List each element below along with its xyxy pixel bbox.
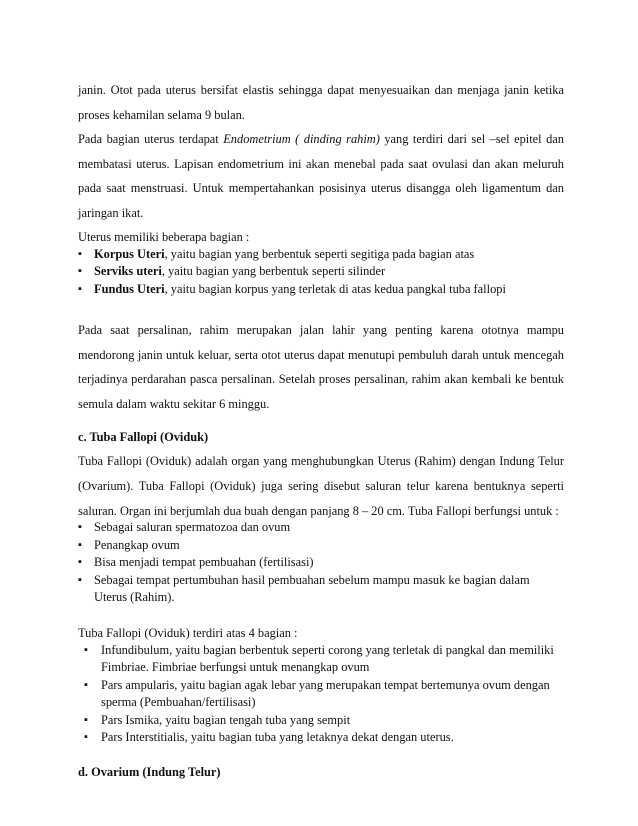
uterus-parts-list: [78, 246, 564, 299]
fungsi-list: [78, 519, 564, 607]
list-item: ▪ Pars Ismika, yaitu bagian tengah tuba yang sempit: [78, 712, 564, 730]
list-item: ▪ Bisa menjadi tempat pembuahan (fertilisasi): [78, 554, 564, 572]
heading-tuba-fallopi: c. Tuba Fallopi (Oviduk): [78, 430, 209, 445]
paragraph-endometrium: [78, 127, 564, 225]
list-item: ▪ Penangkap ovum: [78, 537, 564, 555]
list-item: ▪ Sebagai tempat pertumbuhan hasil pembuahan sebelum mampu masuk ke bagian dalam Uterus (Rahim).: [78, 572, 564, 607]
paragraph-tuba-fallopi: Tuba Fallopi (Oviduk) adalah organ yang menghubungkan Uterus (Rahim) dengan Indung Telur (Ovarium). Tuba Fallopi (Oviduk) juga sering disebut saluran telur karena bentuknya seperti saluran. Organ ini berjumlah dua buah dengan panjang 8 – 20 cm. Tuba Fallopi berfungsi untuk :: [78, 454, 564, 518]
endometrium-post: yang terdiri dari sel –sel epitel dan membatasi uterus. Lapisan endometrium ini akan menebal pada saat ovulasi dan akan meluruh pada saat menstruasi. Untuk mempertahankan posisinya uterus disangga oleh ligamentum dan jaringan ikat.: [78, 132, 564, 220]
endometrium-pre: Pada bagian uterus terdapat: [78, 132, 224, 147]
list-item: ▪ Fundus Uteri, yaitu bagian korpus yang terletak di atas kedua pangkal tuba fallopi: [78, 281, 564, 299]
paragraph-janin: janin. Otot pada uterus bersifat elastis sehingga dapat menyesuaikan dan menjaga janin ketika proses kehamilan selama 9 bulan.: [78, 83, 564, 122]
list-item: ▪ Serviks uteri, yaitu bagian yang berbentuk seperti silinder: [78, 263, 564, 281]
tuba-parts-list: [78, 642, 564, 747]
list-item: ▪ Sebagai saluran spermatozoa dan ovum: [78, 519, 564, 537]
tuba-parts-intro: Tuba Fallopi (Oviduk) terdiri atas 4 bagian :: [78, 625, 298, 640]
endometrium-term: Endometrium ( dinding rahim): [223, 132, 380, 147]
paragraph-persalinan: Pada saat persalinan, rahim merupakan jalan lahir yang penting karena ototnya mampu mendorong janin untuk keluar, serta otot uterus dapat menutupi pembuluh darah untuk mencegah terjadinya perdarahan pasca persalinan. Setelah proses persalinan, rahim akan kembali ke bentuk semula dalam waktu sekitar 6 minggu.: [78, 323, 564, 411]
list-item: ▪ Pars ampularis, yaitu bagian agak lebar yang merupakan tempat bertemunya ovum dengan sperma (Pembuahan/fertilisasi): [78, 677, 564, 712]
heading-ovarium: d. Ovarium (Indung Telur): [78, 764, 221, 779]
list-item: ▪ Korpus Uteri, yaitu bagian yang berbentuk seperti segitiga pada bagian atas: [78, 246, 564, 264]
uterus-intro: Uterus memiliki beberapa bagian :: [78, 229, 250, 244]
list-item: ▪ Pars Interstitialis, yaitu bagian tuba yang letaknya dekat dengan uterus.: [78, 729, 564, 747]
document-page: [78, 78, 564, 781]
list-item: ▪ Infundibulum, yaitu bagian berbentuk seperti corong yang terletak di pangkal dan memiliki Fimbriae. Fimbriae berfungsi untuk menangkap ovum: [78, 642, 564, 677]
